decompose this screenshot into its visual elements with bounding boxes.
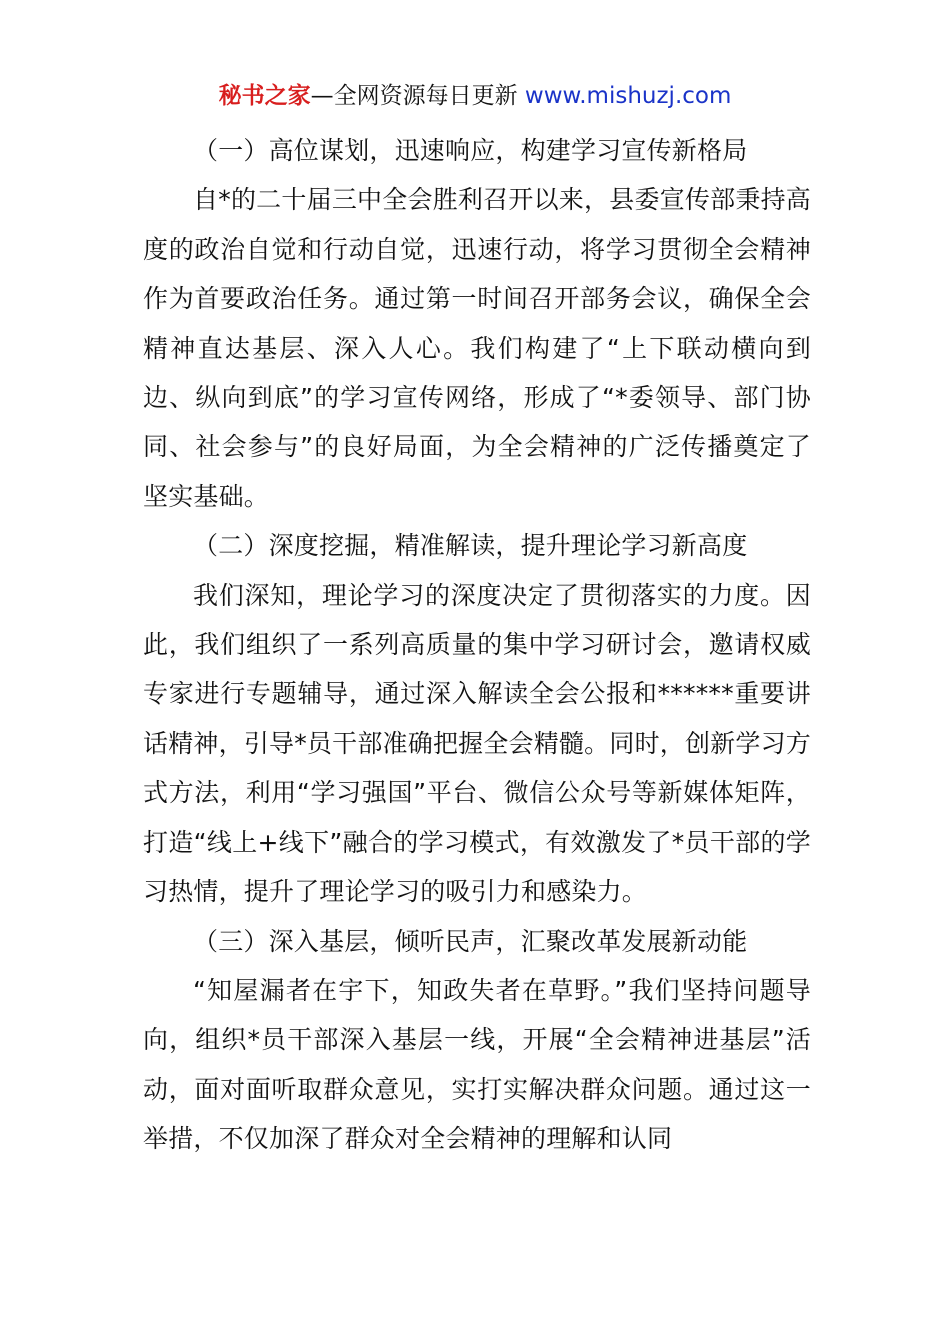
section-paragraph-3: “知屋漏者在宇下，知政失者在草野。”我们坚持问题导向，组织*员干部深入基层一线，开展“全会精神进基层”活动，面对面听取群众意见，实打实解决群众问题。通过这一举措，不仅加深了群众对全会精神的理解和认同: [143, 975, 811, 1154]
section-heading-3: （三）深入基层，倾听民声，汇聚改革发展新动能: [193, 926, 748, 956]
document-body: [143, 126, 811, 1164]
section-heading-2: （二）深度挖掘，精准解读，提升理论学习新高度: [193, 531, 748, 561]
site-url[interactable]: www.mishuzj.com: [524, 83, 732, 109]
section-paragraph-1: 自*的二十届三中全会胜利召开以来，县委宣传部秉持高度的政治自觉和行动自觉，迅速行动，将学习贯彻全会精神作为首要政治任务。通过第一时间召开部务会议，确保全会精神直达基层、深入人心。我们构建了“上下联动横向到边、纵向到底”的学习宣传网络，形成了“*委领导、部门协同、社会参与”的良好局面，为全会精神的广泛传播奠定了坚实基础。: [143, 185, 811, 511]
site-brand: 秘书之家: [218, 83, 311, 109]
section-heading-1: （一）高位谋划，迅速响应，构建学习宣传新格局: [193, 136, 748, 165]
section-paragraph-2: 我们深知，理论学习的深度决定了贯彻落实的力度。因此，我们组织了一系列高质量的集中学习研讨会，邀请权威专家进行专题辅导，通过深入解读全会公报和******重要讲话精神，引导*员干部准确把握全会精髓。同时，创新学习方式方法，利用“学习强国”平台、微信公众号等新媒体矩阵，打造“线上+线下”融合的学习模式，有效激发了*员干部的学习热情，提升了理论学习的吸引力和感染力。: [143, 580, 811, 907]
site-tagline: —全网资源每日更新: [310, 83, 525, 109]
site-header: [0, 80, 950, 112]
